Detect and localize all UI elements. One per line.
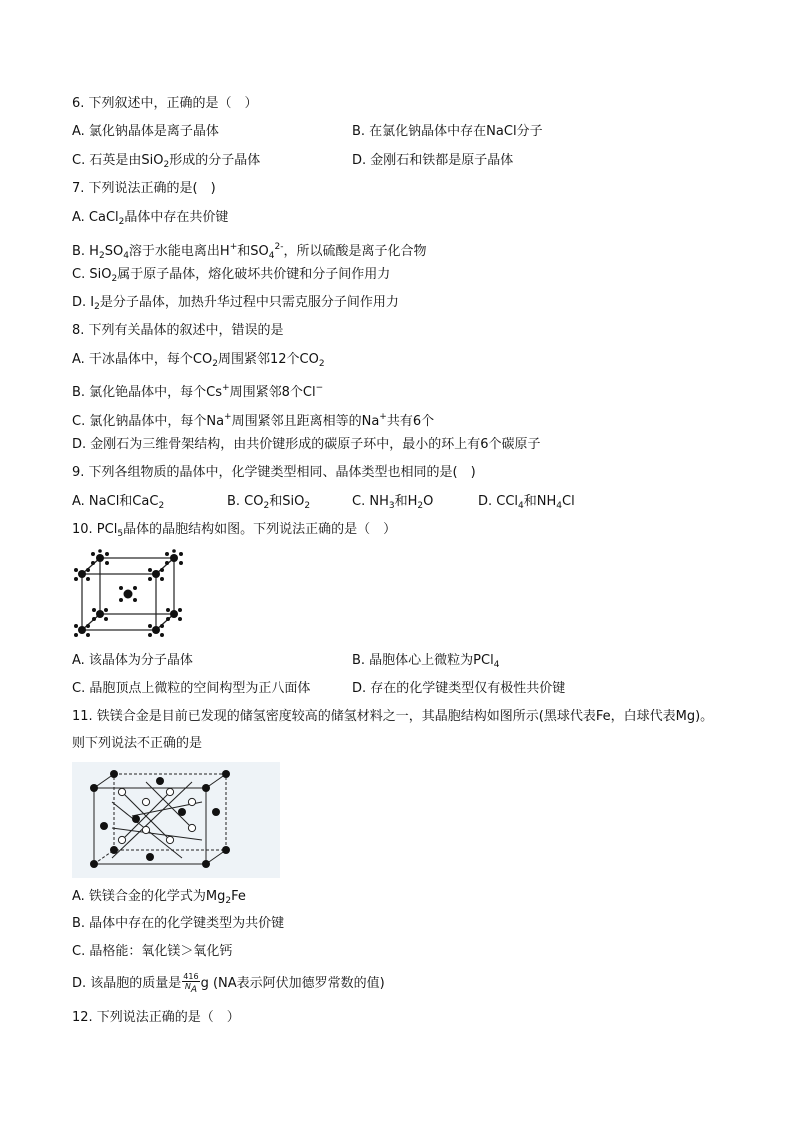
- pcl5-unit-cell-figure: [72, 548, 184, 640]
- q9-stem: 9. 下列各组物质的晶体中，化学键类型相同、晶体类型也相同的是( ): [72, 465, 476, 480]
- q6-option-a: A. 氯化钠晶体是离子晶体: [72, 124, 219, 139]
- q8-option-a: A. 干冰晶体中，每个$CO_2$周围紧邻12个$CO_2$: [72, 352, 325, 369]
- q11-stem-line2: 则下列说法不正确的是: [72, 736, 203, 751]
- q7-option-d: D. $I_2$是分子晶体，加热升华过程中只需克服分子间作用力: [72, 295, 399, 312]
- q9-option-d: D. CCl$_4$和$NH_4Cl$: [478, 494, 575, 511]
- q8-option-d: D. 金刚石为三维骨架结构，由共价键形成的碳原子环中，最小的环上有6个碳原子: [72, 437, 541, 452]
- q9-option-c: C. $NH_3$和$H_2O$: [352, 494, 434, 511]
- q7-option-b: B. $H_2SO_4$溶于水能电离出H+和$SO_4^{2-}$，所以硫酸是离子化合物: [72, 242, 427, 261]
- q7-stem: 7. 下列说法正确的是( ): [72, 181, 216, 196]
- fe-mg-unit-cell-figure: [72, 762, 280, 878]
- q8-stem: 8. 下列有关晶体的叙述中，错误的是: [72, 323, 284, 338]
- body-center-cluster: [119, 586, 137, 602]
- q6-option-b: B. 在氯化钠晶体中存在NaCl分子: [352, 124, 543, 139]
- q12-stem: 12. 下列说法正确的是（ ）: [72, 1010, 240, 1025]
- q10-option-c: C. 晶胞顶点上微粒的空间构型为正八面体: [72, 681, 311, 696]
- q8-option-b: B. 氯化铯晶体中，每个Cs+周围紧邻8个Cl−: [72, 383, 324, 400]
- q10-stem: 10. PCl$_5$晶体的晶胞结构如图。下列说法正确的是（ ）: [72, 522, 397, 539]
- q9-option-a: A. NaCl和CaC$_2$: [72, 494, 165, 511]
- q7-option-c: C. SiO$_2$属于原子晶体，熔化破坏共价键和分子间作用力: [72, 267, 391, 284]
- q11-option-b: B. 晶体中存在的化学键类型为共价键: [72, 916, 285, 931]
- q9-option-b: B. $CO_2$和SiO$_2$: [227, 494, 311, 511]
- q8-option-c: C. 氯化钠晶体中，每个Na+周围紧邻且距离相等的Na+共有6个: [72, 412, 435, 429]
- q10-option-b: B. 晶胞体心上微粒为PCl$_4$: [352, 653, 500, 670]
- q7-option-a: A. CaCl$_2$晶体中存在共价键: [72, 210, 229, 227]
- q11-option-d: D. 该晶胞的质量是 $\frac{416}{NA}$ g (NA表示阿伏加德罗常数的值): [72, 972, 385, 995]
- q10-option-a: A. 该晶体为分子晶体: [72, 653, 193, 668]
- cell-mass-fraction: $\frac{416}{NA}$: [183, 972, 199, 995]
- q11-option-c: C. 晶格能：氧化镁＞氧化钙: [72, 944, 233, 959]
- q6-option-d: D. 金刚石和铁都是原子晶体: [352, 153, 514, 168]
- q6-option-c: C. 石英是由SiO$_2$形成的分子晶体: [72, 153, 261, 170]
- q10-option-d: D. 存在的化学键类型仅有极性共价键: [352, 681, 566, 696]
- q11-option-a: A. 铁镁合金的化学式为$Mg_2Fe$: [72, 889, 246, 906]
- q11-stem-line1: 11. 铁镁合金是目前已发现的储氢密度较高的储氢材料之一，其晶胞结构如图所示(黑球代表Fe，白球代表Mg)。: [72, 709, 714, 724]
- q6-stem: 6. 下列叙述中，正确的是（ ）: [72, 96, 258, 111]
